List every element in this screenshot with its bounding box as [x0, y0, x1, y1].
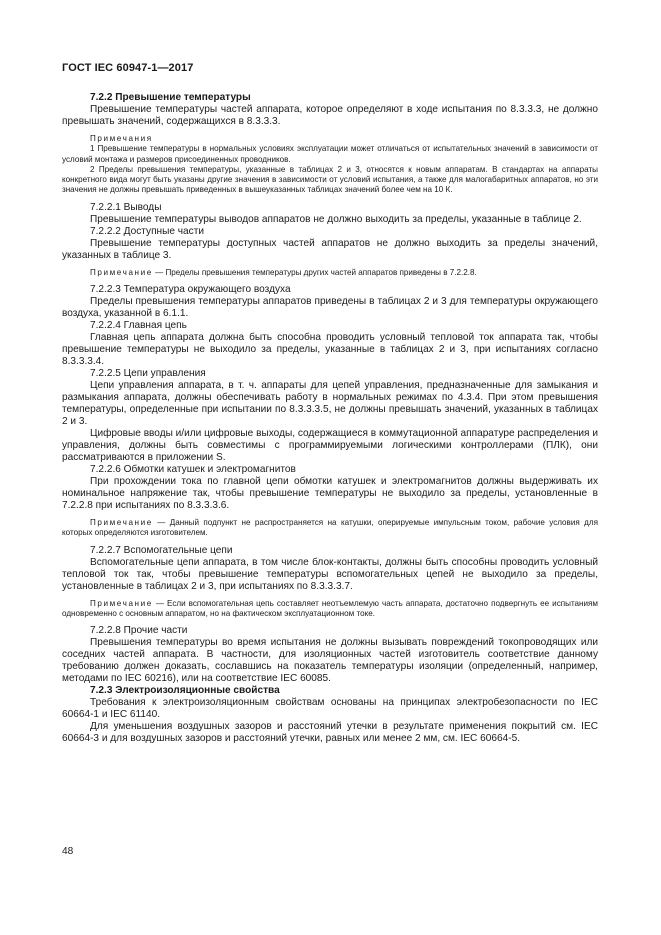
standard-header: ГОСТ IEC 60947-1—2017 [62, 62, 194, 74]
section-7-2-2-4-body: Главная цепь аппарата должна быть способна проводить условный тепловой ток аппарата так, чтобы превышение температуры не выходило за пределы, указанные в таблицах 2 и 3, при испытаниях согласно 8.3.3.3.4. [62, 332, 598, 368]
section-7-2-2-5-heading: 7.2.2.5 Цепи управления [90, 368, 206, 380]
section-title: Электроизоляционные свойства [115, 685, 280, 697]
notes-label: Примечания [90, 134, 153, 143]
page-number: 48 [62, 846, 74, 857]
section-7-2-2-3-heading: 7.2.2.3 Температура окружающего воздуха [90, 284, 291, 296]
section-7-2-2-7-body: Вспомогательные цепи аппарата, в том числе блок-контакты, должны быть способны проводить условный тепловой ток так, чтобы превышение температуры вспомогательных цепей не выходило за пределы, установленные в таблицах 2 и 3, при испытаниях по 8.3.3.3.7. [62, 556, 598, 592]
section-7-2-2-3-body: Пределы превышения температуры аппаратов приведены в таблицах 2 и 3 для температуры окружающего воздуха, указанной в 6.1.1. [62, 296, 598, 320]
section-7-2-2-2-heading: 7.2.2.2 Доступные части [90, 225, 204, 237]
section-7-2-2-6-note [62, 518, 598, 539]
section-number: 7.2.2 [90, 92, 113, 103]
section-7-2-3-body-2: Для уменьшения воздушных зазоров и расстояний утечки в результате применения покрытий см. IEC 60664-3 и для воздушных зазоров и расстояний утечки, равных или менее 2 мм, см. IEC 60664-5. [62, 721, 598, 745]
section-7-2-2-1-body: Превышение температуры выводов аппаратов не должно выходить за пределы, указанные в таблице 2. [90, 213, 582, 225]
section-7-2-2-6-body: При прохождении тока по главной цепи обмотки катушек и электромагнитов должны выдерживать их номинальное напряжение так, чтобы превышение температуры не выходило за пределы, установленные в 7.2.2.8 при испытаниях по 8.3.3.3.6. [62, 476, 598, 512]
note-label: Примечание [90, 598, 153, 608]
section-7-2-2-body: Превышение температуры частей аппарата, которое определяют в ходе испытания по 8.3.3.3, не должно превышать значений, содержащихся в 8.3.3.3. [62, 104, 598, 127]
section-7-2-2-1-heading: 7.2.2.1 Выводы [90, 201, 162, 213]
section-7-2-2-2-body: Превышение температуры доступных частей аппаратов не должно выходить за пределы значений, указанных в таблице 3. [62, 237, 598, 261]
section-number: 7.2.3 [90, 685, 113, 697]
page-content [62, 92, 598, 745]
note-label: Примечание [90, 267, 153, 277]
section-7-2-2-6-heading: 7.2.2.6 Обмотки катушек и электромагнитов [90, 464, 296, 476]
section-7-2-2-heading [62, 92, 598, 104]
section-7-2-2-8-body: Превышения температуры во время испытания не должны вызывать повреждений токопроводящих или соседних частей аппарата. В частности, для изоляционных частей изготовитель соответствие данному требованию должен доказать, сославшись на показатель температуры изоляции (определенный, например, методами по IEC 60216), или на соответствие IEC 60085. [62, 637, 598, 685]
section-7-2-2-5-body-2: Цифровые вводы и/или цифровые выходы, содержащиеся в коммутационной аппаратуре распределения и управления, должны быть совместимы с программируемыми логическими контроллерами (ПЛК), они рассматриваются в приложении S. [62, 428, 598, 464]
section-7-2-2-7-note [62, 599, 598, 620]
note-1: 1 Превышение температуры в нормальных условиях эксплуатации может отличаться от испытательных значений в зависимости от условий монтажа и размеров присоединенных проводников. [62, 144, 598, 164]
note-text: — Пределы превышения температуры других частей аппаратов приведены в 7.2.2.8. [152, 267, 477, 277]
section-7-2-2-2-note [62, 268, 598, 278]
section-7-2-3-body: Требования к электроизоляционным свойствам основаны на принципах электробезопасности по IEC 60664-1 и IEC 61140. [62, 697, 598, 721]
section-7-2-2-4-heading: 7.2.2.4 Главная цепь [90, 320, 187, 332]
section-title: Превышение температуры [115, 92, 251, 103]
note-label: Примечание [90, 518, 153, 528]
section-7-2-2-7-heading: 7.2.2.7 Вспомогательные цепи [90, 544, 233, 556]
section-7-2-3-heading [62, 685, 598, 697]
section-7-2-2-8-heading: 7.2.2.8 Прочие части [90, 625, 188, 637]
note-2: 2 Пределы превышения температуры, указанные в таблицах 2 и 3, относятся к новым аппаратам. В стандартах на аппараты конкретного вида могут быть указаны другие значения в зависимости от условий испытания, а также для малогабаритных аппаратов, но эти значения не должны превышать приведенных в вышеуказанных таблицах значений более чем на 10 К. [62, 164, 598, 195]
note-text: — Данный подпункт не распространяется на катушки, оперируемые импульсным током, рабочие условия для которых определяются изготовителем. [62, 518, 598, 538]
note-text: — Если вспомогательная цепь составляет неотъемлемую часть аппарата, достаточно подвергнуть ее испытаниям одновременно с основным аппаратом, но на фактическом эксплуатационном токе. [62, 598, 598, 618]
section-7-2-2-5-body: Цепи управления аппарата, в т. ч. аппараты для цепей управления, предназначенные для замыкания и размыкания аппарата, должны обеспечивать работу в нормальных режимах по 4.3.4. При этом превышения температуры, определенные при испытании по 8.3.3.3.5, не должны превышать значений, указанных в таблицах 2 и 3. [62, 380, 598, 428]
